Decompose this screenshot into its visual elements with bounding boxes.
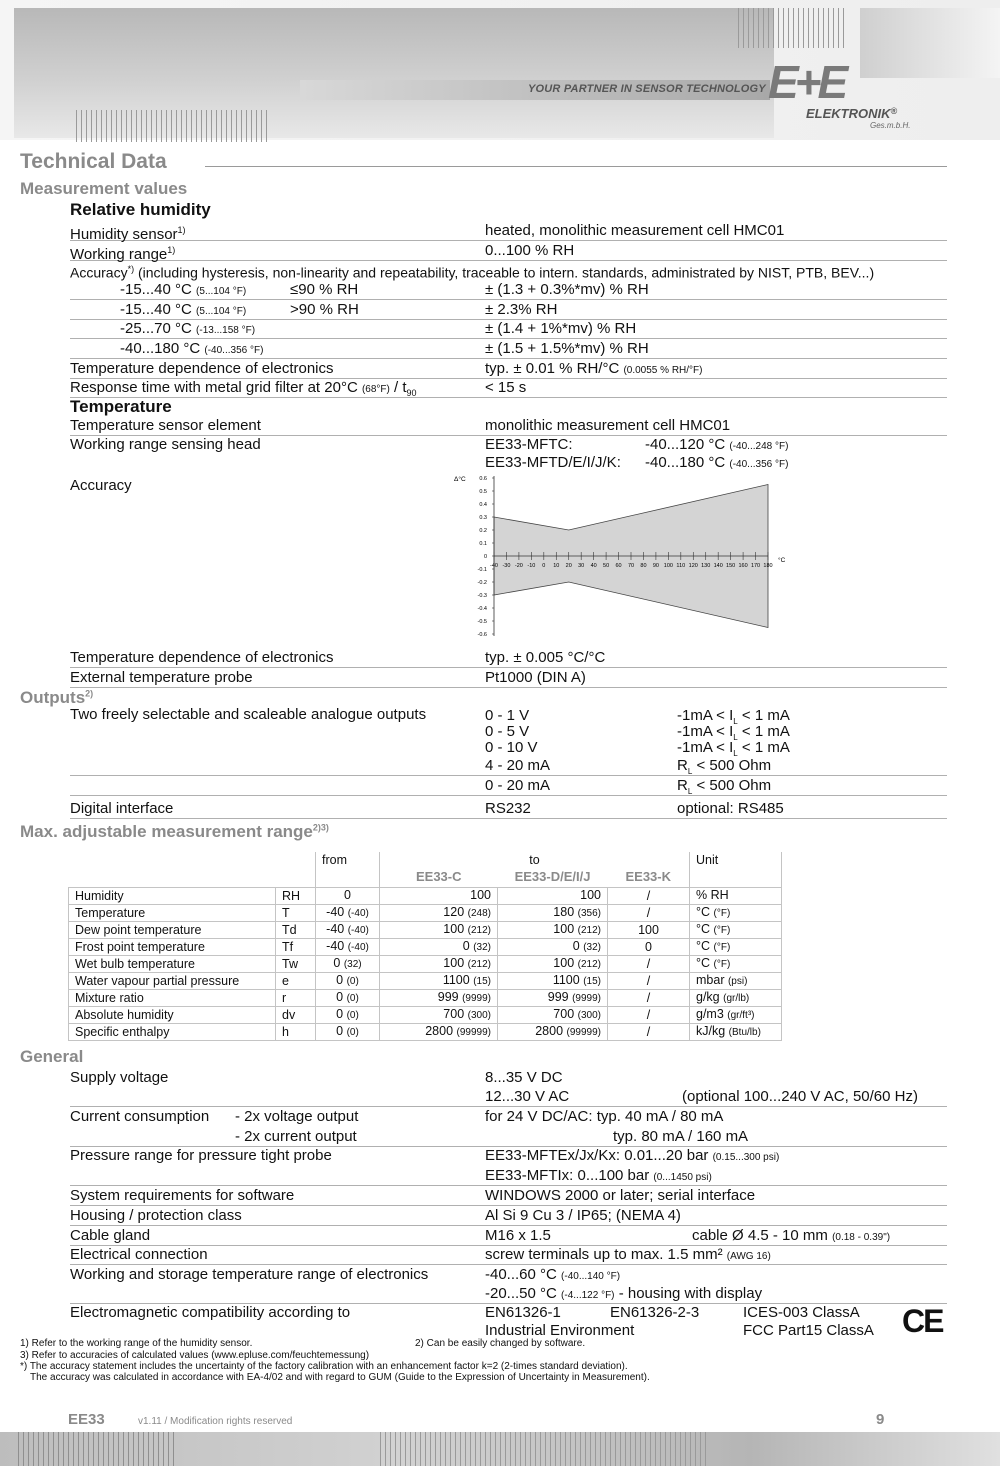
output-item: 0 - 10 V $-1mA < I_L < 1$ mA (485, 739, 790, 758)
page-number: 9 (876, 1411, 885, 1428)
cell-from: -40 (-40) (316, 922, 380, 939)
x-tick-label: 110 (676, 563, 686, 569)
x-tick-label: 170 (750, 563, 761, 569)
y-tick-label: 0.1 (479, 541, 487, 547)
cell-from: 0 (32) (316, 956, 380, 973)
emc-row-2: Industrial Environment FCC Part15 ClassA (485, 1322, 874, 1339)
cell-c: 100 (212) (380, 922, 498, 939)
rh-response-row: Response time with metal grid filter at 20°C $(68^\circ F) / t_{90}$ < 15 s (70, 378, 947, 398)
cell-d: 100 (212) (498, 956, 608, 973)
rh-heading: Relative humidity (70, 200, 211, 219)
x-tick-label: -40 (490, 563, 498, 569)
cell-unit: mbar (psi) (690, 973, 782, 990)
supply-row-2: 12...30 V AC (optional 100...240 V AC, 50/60 Hz) (70, 1087, 947, 1107)
storage-row-2: -20...50 °C (-4...122 °F) - housing with display (70, 1284, 947, 1304)
cell-k: / (608, 973, 690, 990)
footer-band (0, 1432, 1000, 1466)
software-row: System requirements for software WINDOWS 2000 or later; serial interface (70, 1186, 947, 1206)
x-tick-label: 100 (663, 563, 673, 569)
outputs-heading: Outputs$^{2)}$ (20, 688, 94, 707)
title-rule (205, 166, 947, 167)
table-row (69, 1007, 782, 1024)
y-tick-label: -0.1 (477, 567, 487, 573)
temp-range-row-2: EE33-MFTD/E/I/J/K: -40...180 °C (-40...356 °F) (485, 454, 789, 471)
header-fade (860, 8, 1000, 78)
x-tick-label: 140 (713, 563, 723, 569)
y-axis-label: Δ°C (454, 476, 466, 483)
cell-from: 0 (0) (316, 1024, 380, 1041)
cell-symbol: Td (276, 922, 316, 939)
supply-row: Supply voltage 8...35 V DC (70, 1069, 563, 1086)
rh-range-row: Working range$^{1)}$ 0...100 % RH (70, 241, 947, 261)
storage-row: Working and storage temperature range of electronics -40...60 °C (-40...140 °F) (70, 1266, 621, 1283)
x-tick-label: 150 (726, 563, 736, 569)
cell-d: 1100 (15) (498, 973, 608, 990)
cell-k: 100 (608, 922, 690, 939)
x-tick-label: -30 (502, 563, 511, 569)
housing-row: Housing / protection class Al Si 9 Cu 3 / IP65; (NEMA 4) (70, 1206, 947, 1226)
cell-d: 2800 (99999) (498, 1024, 608, 1041)
pressure-row-2: EE33-MFTIx: 0...100 bar (0...1450 psi) (70, 1166, 947, 1186)
cell-d: 0 (32) (498, 939, 608, 956)
x-tick-label: 30 (578, 563, 585, 569)
ce-mark-icon: CE (902, 1303, 943, 1339)
x-tick-label: 90 (652, 563, 659, 569)
cell-from: -40 (-40) (316, 905, 380, 922)
x-tick-label: 80 (640, 563, 647, 569)
cell-unit: °C (°F) (690, 905, 782, 922)
y-tick-label: 0.4 (479, 502, 487, 508)
logo-mark: E+E (768, 56, 845, 108)
cell-c: 1100 (15) (380, 973, 498, 990)
rh-sensor-row: Humidity sensor$^{1)}$ heated, monolithic measurement cell HMC01 (70, 221, 947, 241)
table-row (69, 990, 782, 1007)
cell-name: Specific enthalpy (69, 1024, 276, 1041)
x-tick-label: 40 (590, 563, 597, 569)
cell-d: 999 (9999) (498, 990, 608, 1007)
cell-k: / (608, 1007, 690, 1024)
cell-unit: % RH (690, 888, 782, 905)
temp-accuracy-label: Accuracy (70, 477, 132, 494)
cell-c: 0 (32) (380, 939, 498, 956)
x-tick-label: 50 (603, 563, 610, 569)
cell-c: 2800 (99999) (380, 1024, 498, 1041)
cell-k: / (608, 1024, 690, 1041)
cell-name: Dew point temperature (69, 922, 276, 939)
current-row-2: - 2x current output typ. 80 mA / 160 mA (70, 1127, 947, 1147)
y-tick-label: 0.3 (479, 515, 487, 521)
cell-unit: °C (°F) (690, 956, 782, 973)
cell-d: 100 (498, 888, 608, 905)
cell-name: Wet bulb temperature (69, 956, 276, 973)
rh-accuracy-row: Accuracy*) (including hysteresis, non-linearity and repeatability, traceable to intern. standards, administrated by NIST, PTB, BEV...) (70, 264, 875, 281)
table-row (69, 888, 782, 905)
pressure-row: Pressure range for pressure tight probe EE33-MFTEx/Jx/Kx: 0.01...20 bar (0.15...300 psi) (70, 1147, 780, 1164)
y-tick-label: 0.5 (479, 489, 487, 495)
cell-name: Humidity (69, 888, 276, 905)
footnote: *) The accuracy statement includes the uncertainty of the factory calibration with an enhancement factor k=2 (2-times standard deviation). (20, 1361, 628, 1372)
header-stripes-right (738, 8, 848, 48)
x-tick-label: -20 (514, 563, 523, 569)
rh-acc-row: -40...180 °C (-40...356 °F) ± (1.5 + 1.5%*mv) % RH (70, 339, 947, 359)
general-heading: General (20, 1047, 84, 1066)
x-tick-label: -10 (527, 563, 536, 569)
cell-unit: g/m3 (gr/ft³) (690, 1007, 782, 1024)
current-row: Current consumption - 2x voltage output for 24 V DC/AC: typ. 40 mA / 80 mA (70, 1108, 724, 1125)
digital-interface-row: Digital interface RS232 optional: RS485 (70, 799, 947, 819)
footer-version: v1.11 / Modification rights reserved (138, 1416, 293, 1427)
cell-k: 0 (608, 939, 690, 956)
header-stripes-fine (76, 110, 271, 142)
y-tick-label: 0 (483, 554, 487, 560)
cell-from: 0 (316, 888, 380, 905)
table-row (69, 1024, 782, 1041)
x-tick-label: 130 (701, 563, 711, 569)
cell-c: 100 (212) (380, 956, 498, 973)
page-title: Technical Data (20, 150, 167, 173)
logo-name: ELEKTRONIK® (806, 106, 898, 121)
table-row (69, 973, 782, 990)
temp-range-row: Working range sensing head EE33-MFTC: -40...120 °C (-40...248 °F) (70, 436, 789, 453)
output-item: 0 - 1 V $-1mA < I_L < 1$ mA (485, 707, 790, 726)
cell-symbol: dv (276, 1007, 316, 1024)
x-tick-label: 0 (542, 563, 546, 569)
cell-name: Absolute humidity (69, 1007, 276, 1024)
y-tick-label: -0.4 (477, 606, 487, 612)
footnote: 3) Refer to accuracies of calculated values (www.epluse.com/feuchtemessung) (20, 1350, 370, 1361)
cell-c: 700 (300) (380, 1007, 498, 1024)
temp-probe-row: External temperature probe Pt1000 (DIN A) (70, 668, 947, 688)
table-row (69, 922, 782, 939)
cell-from: 0 (0) (316, 1007, 380, 1024)
footnote: 1) Refer to the working range of the humidity sensor. (20, 1338, 253, 1349)
temp-heading: Temperature (70, 397, 172, 416)
output-item: 4 - 20 mA $R_L < 500$ Ohm (70, 756, 947, 776)
output-item: 0 - 20 mA $R_L < 500$ Ohm (70, 776, 947, 796)
cell-c: 120 (248) (380, 905, 498, 922)
y-tick-label: -0.6 (477, 632, 487, 638)
emc-row: Electromagnetic compatibility according to EN61326-1 EN61326-2-3 ICES-003 ClassA (70, 1304, 860, 1321)
cell-k: / (608, 888, 690, 905)
logo-sub: Ges.m.b.H. (870, 121, 911, 130)
x-tick-label: 20 (565, 563, 572, 569)
cell-k: / (608, 905, 690, 922)
temperature-accuracy-chart (440, 470, 800, 642)
cell-d: 100 (212) (498, 922, 608, 939)
header-tagline: YOUR PARTNER IN SENSOR TECHNOLOGY (528, 83, 766, 95)
footnote: 2) Can be easily changed by software. (415, 1338, 586, 1349)
cell-unit: °C (°F) (690, 922, 782, 939)
x-tick-label: 10 (553, 563, 560, 569)
cell-from: 0 (0) (316, 990, 380, 1007)
cell-symbol: h (276, 1024, 316, 1041)
x-tick-label: 160 (738, 563, 748, 569)
cell-d: 700 (300) (498, 1007, 608, 1024)
y-tick-label: -0.2 (477, 580, 487, 586)
range-table: from to Unit EE33-C EE33-D/E/I/J EE33-K Humidity RH 0 100 100 / % RH Temperature T -40 (-40) 120 (248) 180 (356) / °C (°F) Dew point temperature Td -40 (-40) 100 (212) 100 (212) 100 °C (°F) Frost point temperature Tf -40 (-40) 0 (32) 0 (32) 0 °C (°F) Wet bulb temperature Tw 0 (32) 100 (212) 100 (212) / °C (°F) Water vapour partial pressure e 0 (0) 1100 (15) 1100 (15) / mbar (psi) Mixture ratio r 0 (0) 999 (9999) 999 (9999) / g/kg (gr/lb) Absolute humidity dv 0 (0) 700 (300) 700 (300) / g/m3 (gr/ft³) Specific enthalpy h 0 (0) 2800 (99999) 2800 (99999) / kJ/kg (Btu/lb) (68, 852, 782, 1041)
cell-c: 999 (9999) (380, 990, 498, 1007)
y-tick-label: -0.5 (477, 619, 487, 625)
gland-row: Cable gland M16 x 1.5 cable Ø 4.5 - 10 mm (0.18 - 0.39") (70, 1226, 947, 1246)
rh-tempdep-row: Temperature dependence of electronics typ. ± 0.01 % RH/°C (0.0055 % RH/°F) (70, 359, 947, 379)
x-tick-label: 120 (688, 563, 698, 569)
cell-name: Frost point temperature (69, 939, 276, 956)
table-row (69, 956, 782, 973)
cell-symbol: RH (276, 888, 316, 905)
cell-k: / (608, 990, 690, 1007)
cell-unit: °C (°F) (690, 939, 782, 956)
cell-from: -40 (-40) (316, 939, 380, 956)
cell-unit: g/kg (gr/lb) (690, 990, 782, 1007)
cell-k: / (608, 956, 690, 973)
outputs-analogue-label: Two freely selectable and scaleable analogue outputs (70, 706, 427, 723)
cell-symbol: e (276, 973, 316, 990)
header-banner (0, 0, 1000, 140)
y-tick-label: -0.3 (477, 593, 487, 599)
y-tick-label: 0.2 (479, 528, 487, 534)
cell-symbol: Tw (276, 956, 316, 973)
footer-stripes (18, 1432, 178, 1466)
electrical-row: Electrical connection screw terminals up to max. 1.5 mm² (AWG 16) (70, 1245, 947, 1265)
cell-name: Temperature (69, 905, 276, 922)
footer-stripes-2 (380, 1432, 710, 1466)
footnote: The accuracy was calculated in accordance with EA-4/02 and with regard to GUM (Guide to the Expression of Uncertainty in Measurement). (30, 1372, 650, 1383)
table-row (69, 905, 782, 922)
x-axis-label: °C (778, 557, 786, 564)
x-tick-label: 60 (615, 563, 622, 569)
x-tick-label: 180 (763, 563, 773, 569)
rh-acc-row: -25...70 °C (-13...158 °F) ± (1.4 + 1%*mv) % RH (70, 319, 947, 339)
cell-c: 100 (380, 888, 498, 905)
rh-acc-row: -15...40 °C (5...104 °F) ≤90 % RH ± (1.3 + 0.3%*mv) % RH (70, 280, 947, 300)
cell-name: Water vapour partial pressure (69, 973, 276, 990)
rh-acc-row: -15...40 °C (5...104 °F) >90 % RH ± 2.3% RH (70, 300, 947, 320)
footer-model: EE33 (68, 1411, 105, 1428)
cell-symbol: Tf (276, 939, 316, 956)
cell-name: Mixture ratio (69, 990, 276, 1007)
cell-unit: kJ/kg (Btu/lb) (690, 1024, 782, 1041)
cell-symbol: T (276, 905, 316, 922)
temp-tempdep-row: Temperature dependence of electronics typ. ± 0.005 °C/°C (70, 648, 947, 668)
output-item: 0 - 5 V $-1mA < I_L < 1$ mA (485, 723, 790, 742)
y-tick-label: 0.6 (479, 476, 487, 482)
cell-symbol: r (276, 990, 316, 1007)
temp-element-row: Temperature sensor element monolithic measurement cell HMC01 (70, 416, 947, 436)
x-tick-label: 70 (627, 563, 635, 569)
cell-d: 180 (356) (498, 905, 608, 922)
range-heading: Max. adjustable measurement range$^{2)3)}$ (20, 822, 329, 841)
cell-from: 0 (0) (316, 973, 380, 990)
measurement-heading: Measurement values (20, 179, 188, 198)
table-row (69, 939, 782, 956)
